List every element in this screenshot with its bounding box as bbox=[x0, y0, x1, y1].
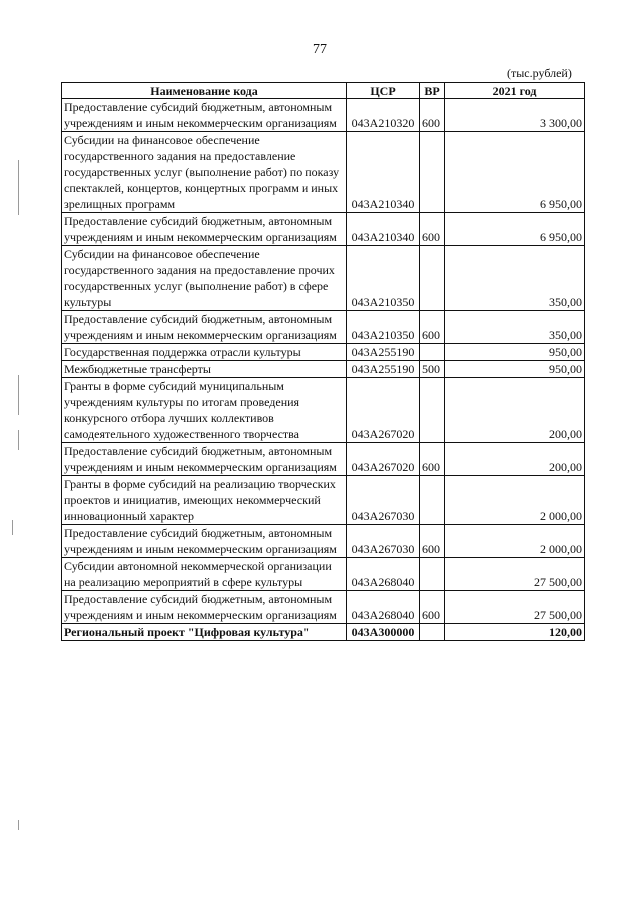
row-name-cell: Предоставление субсидий бюджетным, автономным учреждениям и иным некоммерческим организациям bbox=[62, 311, 347, 344]
row-name-cell: Предоставление субсидий бюджетным, автономным учреждениям и иным некоммерческим организациям bbox=[62, 99, 347, 132]
row-vr-cell bbox=[420, 558, 445, 591]
row-csr-cell: 043A210320 bbox=[347, 99, 420, 132]
table-row bbox=[62, 443, 585, 476]
row-amount-cell: 200,00 bbox=[445, 443, 585, 476]
row-csr-cell: 043A267030 bbox=[347, 476, 420, 525]
row-vr-cell bbox=[420, 378, 445, 443]
scan-margin-mark bbox=[18, 160, 19, 215]
row-csr-cell: 043A268040 bbox=[347, 558, 420, 591]
row-vr-cell: 600 bbox=[420, 213, 445, 246]
row-name-cell: Субсидии автономной некоммерческой организации на реализацию мероприятий в сфере культуры bbox=[62, 558, 347, 591]
row-name-cell: Предоставление субсидий бюджетным, автономным учреждениям и иным некоммерческим организациям bbox=[62, 525, 347, 558]
header-csr: ЦСР bbox=[347, 83, 420, 99]
row-csr-cell: 043A300000 bbox=[347, 624, 420, 641]
row-vr-cell: 600 bbox=[420, 591, 445, 624]
scan-margin-mark bbox=[18, 430, 19, 450]
row-vr-cell: 600 bbox=[420, 525, 445, 558]
table-row bbox=[62, 311, 585, 344]
table-header-row bbox=[62, 83, 585, 99]
row-name-cell: Государственная поддержка отрасли культуры bbox=[62, 344, 347, 361]
row-vr-cell bbox=[420, 344, 445, 361]
table-row bbox=[62, 213, 585, 246]
header-vr: ВР bbox=[420, 83, 445, 99]
row-amount-cell: 27 500,00 bbox=[445, 591, 585, 624]
row-amount-cell: 6 950,00 bbox=[445, 213, 585, 246]
table-row bbox=[62, 361, 585, 378]
table-body bbox=[62, 99, 585, 641]
row-amount-cell: 950,00 bbox=[445, 344, 585, 361]
row-name-cell: Предоставление субсидий бюджетным, автономным учреждениям и иным некоммерческим организациям bbox=[62, 443, 347, 476]
row-amount-cell: 2 000,00 bbox=[445, 525, 585, 558]
row-amount-cell: 3 300,00 bbox=[445, 99, 585, 132]
table-row bbox=[62, 378, 585, 443]
table-row bbox=[62, 132, 585, 213]
table-row bbox=[62, 558, 585, 591]
row-vr-cell: 600 bbox=[420, 99, 445, 132]
budget-table bbox=[61, 82, 585, 641]
row-amount-cell: 6 950,00 bbox=[445, 132, 585, 213]
row-vr-cell: 500 bbox=[420, 361, 445, 378]
row-amount-cell: 2 000,00 bbox=[445, 476, 585, 525]
row-name-cell: Предоставление субсидий бюджетным, автономным учреждениям и иным некоммерческим организациям bbox=[62, 213, 347, 246]
row-csr-cell: 043A255190 bbox=[347, 361, 420, 378]
table-row bbox=[62, 525, 585, 558]
row-csr-cell: 043A210340 bbox=[347, 132, 420, 213]
units-label: (тыс.рублей) bbox=[507, 66, 572, 80]
row-name-cell: Межбюджетные трансферты bbox=[62, 361, 347, 378]
row-name-cell: Субсидии на финансовое обеспечение государственного задания на предоставление прочих государственных услуг (выполнение работ) в сфере культуры bbox=[62, 246, 347, 311]
row-vr-cell bbox=[420, 246, 445, 311]
table-row bbox=[62, 476, 585, 525]
row-name-cell: Гранты в форме субсидий муниципальным учреждениям культуры по итогам проведения конкурсного отбора лучших коллективов самодеятельного художественного творчества bbox=[62, 378, 347, 443]
scan-margin-mark bbox=[12, 520, 13, 535]
row-name-cell: Региональный проект "Цифровая культура" bbox=[62, 624, 347, 641]
row-vr-cell: 600 bbox=[420, 311, 445, 344]
row-vr-cell bbox=[420, 132, 445, 213]
table-row bbox=[62, 99, 585, 132]
row-csr-cell: 043A268040 bbox=[347, 591, 420, 624]
page-number: 77 bbox=[313, 42, 327, 57]
scan-margin-mark bbox=[18, 375, 19, 415]
scan-margin-mark bbox=[18, 820, 19, 830]
table-row bbox=[62, 624, 585, 641]
table-row bbox=[62, 246, 585, 311]
row-name-cell: Предоставление субсидий бюджетным, автономным учреждениям и иным некоммерческим организациям bbox=[62, 591, 347, 624]
row-amount-cell: 27 500,00 bbox=[445, 558, 585, 591]
table-row bbox=[62, 591, 585, 624]
row-csr-cell: 043A255190 bbox=[347, 344, 420, 361]
header-amount: 2021 год bbox=[445, 83, 585, 99]
row-csr-cell: 043A267020 bbox=[347, 443, 420, 476]
row-csr-cell: 043A210350 bbox=[347, 311, 420, 344]
row-vr-cell bbox=[420, 624, 445, 641]
row-csr-cell: 043A267020 bbox=[347, 378, 420, 443]
row-csr-cell: 043A267030 bbox=[347, 525, 420, 558]
row-name-cell: Субсидии на финансовое обеспечение государственного задания на предоставление государственных услуг (выполнение работ) по показу спектаклей, концертов, концертных программ и иных зрелищных программ bbox=[62, 132, 347, 213]
row-vr-cell: 600 bbox=[420, 443, 445, 476]
table-row bbox=[62, 344, 585, 361]
row-amount-cell: 120,00 bbox=[445, 624, 585, 641]
row-name-cell: Гранты в форме субсидий на реализацию творческих проектов и инициатив, имеющих некоммерческий инновационный характер bbox=[62, 476, 347, 525]
row-csr-cell: 043A210350 bbox=[347, 246, 420, 311]
row-csr-cell: 043A210340 bbox=[347, 213, 420, 246]
row-amount-cell: 350,00 bbox=[445, 246, 585, 311]
row-amount-cell: 350,00 bbox=[445, 311, 585, 344]
header-name: Наименование кода bbox=[62, 83, 347, 99]
row-amount-cell: 200,00 bbox=[445, 378, 585, 443]
row-amount-cell: 950,00 bbox=[445, 361, 585, 378]
row-vr-cell bbox=[420, 476, 445, 525]
